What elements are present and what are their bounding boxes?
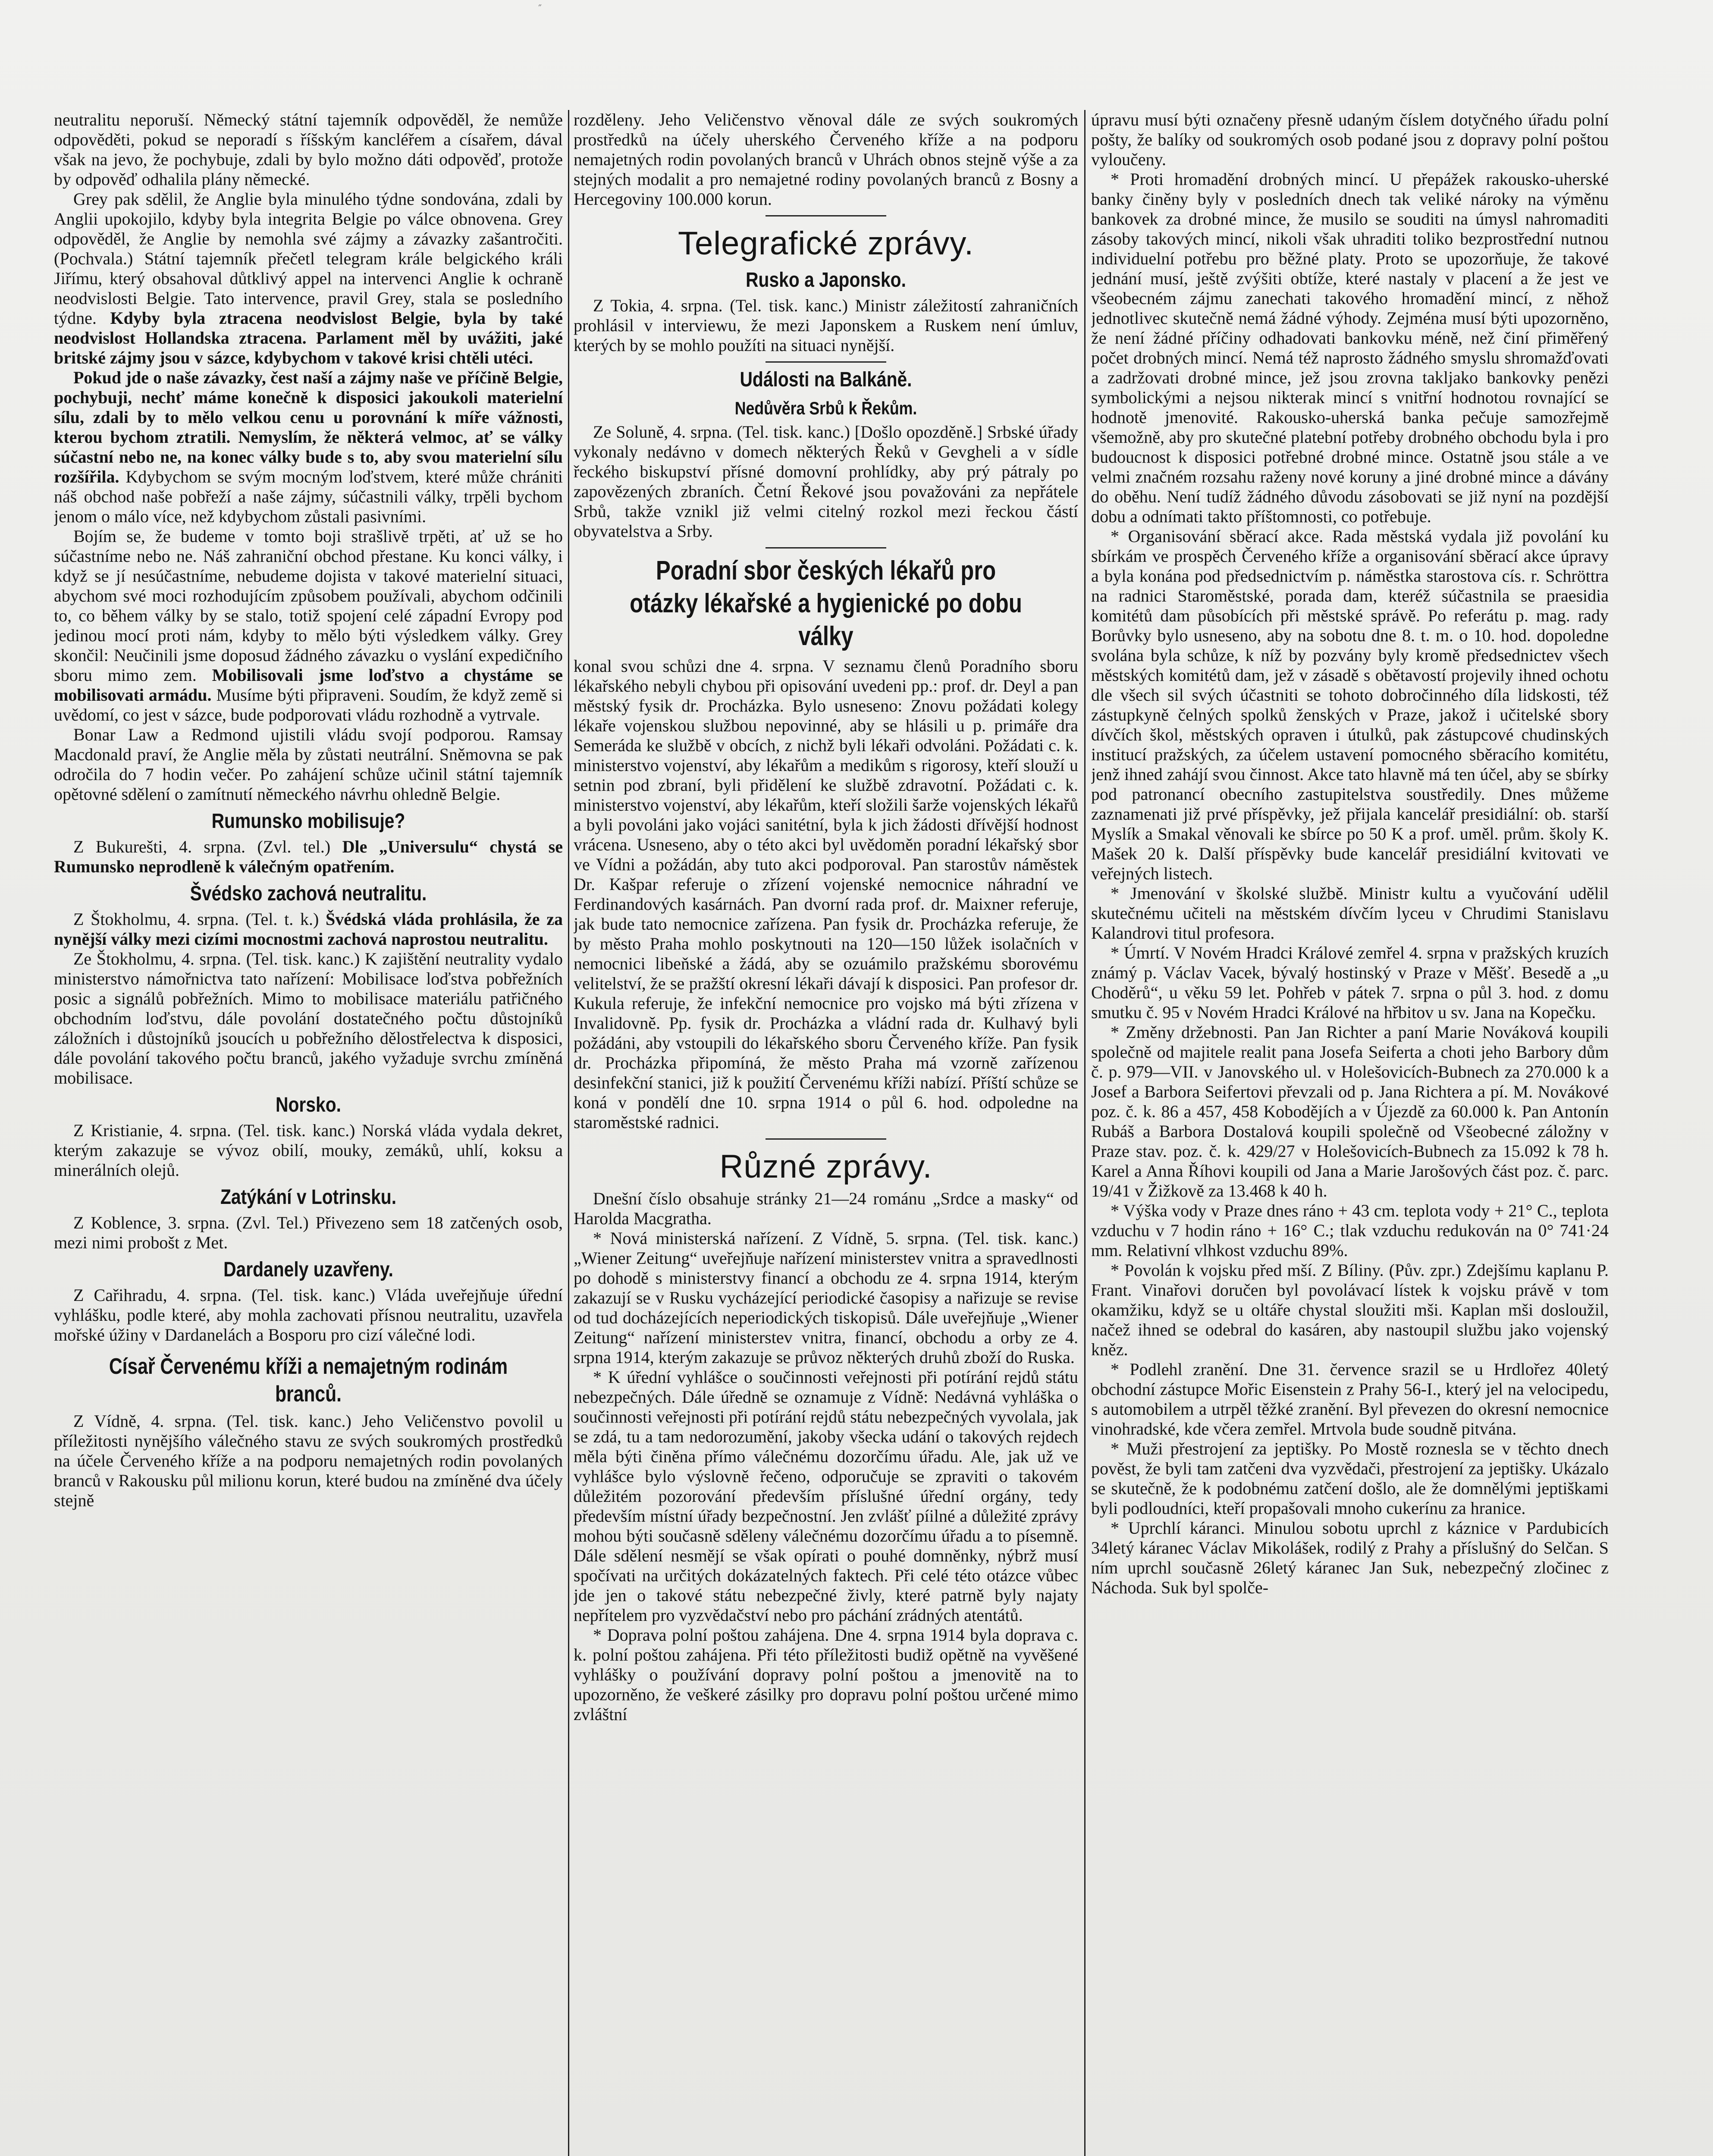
article-paragraph: rozděleny. Jeho Veličenstvo věnoval dále ze svých soukromých prostředků na účely uherského Červeného kříže a na podporu nemajetných rodin povolaných branců v Uhrách obnos stejně výše a za stejných modalit a pro nemajetné rodiny povolaných branců z Bosny a Hercegoviny 100.000 korun.: [574, 110, 1078, 209]
headline-balkan: Události na Balkáně.: [740, 368, 912, 391]
news-item: * Doprava polní poštou zahájena. Dne 4. srpna 1914 byla doprava c. k. polní poštou zahájena. Při této příležitosti budiž opětně na vyvěšené vyhlášky o používání dopravy polní poštou a jmenovitě na to upozorněno, že veškeré zásilky pro dopravu polní poštou určené mimo zvláštní: [574, 1625, 1078, 1724]
article-paragraph: Z Tokia, 4. srpna. (Tel. tisk. kanc.) Ministr záležitostí zahraničních prohlásil v interviewu, že mezi Japonskem a Ruskem není úmluv, kterých by se mohlo použíti na situaci nynější.: [574, 296, 1078, 355]
article-bold-text: Švédská vláda prohlásila, že za nynější války mezi cizími mocnostmi zachová naprostou neutralitu.: [54, 909, 563, 949]
news-item: * K úřední vyhlášce o součinnosti veřejnosti při potírání rejdů státu nebezpečných. Dále úředně se oznamuje z Vídně: Nedávná vyhláška o součinnosti veřejnosti při potírání rejdů státu nebezpečných vyvolala, jak se zdá, tu a tam nedorozumění, jakoby všecka udání o takových rejdech měla býti činěna přímo válečnému dozorčímu úřadu. Ale, jak už ve vyhlášce bylo výslovně řečeno, odporučuje se zpraviti o takovém důležitém pozorování především příslušné úřední orgány, tedy především místní úřady bezpečnostní. Jen zvlášť píilné a důležité zprávy mohou býti současně sděleny válečnému dozorčímu úřadu a to písemně. Dále sdělení nesmějí se však opírati o pouhé domněnky, nýbrž musí spočívati na určitých dokázatelných faktech. Při celé této otázce vůbec jde jen o takové státu nebezpečné živly, které patrně byly najaty nepřítelem pro vyzvědačství nebo pro páchání zrádných atentátů.: [574, 1367, 1078, 1625]
article-paragraph: [54, 837, 563, 877]
news-item: * Jmenování v školské službě. Ministr kultu a vyučování udělil skutečnému učiteli na městském dívčím lyceu v Chrudimi Stanislavu Kalandrovi titul profesora.: [1091, 884, 1609, 943]
article-bold-text: Dle „Universulu“ chystá se Rumunsko neprodleně k válečným opatřením.: [54, 837, 563, 876]
headline-dardanely: Dardanely uzavřeny.: [223, 1258, 393, 1281]
article-text: Bojím se, že budeme v tomto boji strašlivě trpěti, ať už se ho súčastníme nebo ne. Náš zahraniční obchod přestane. Ku konci války, i když se jí nesúčastníme, nebudeme dojista v takové materielní situaci, abychom své moci rozhodujícím způsobem používali, abychom odčinili to, co během války by se stalo, totiž spojení celé západní Evropy pod jedinou mocí proti nám, kdyby to mělo býti výsledkem války. Grey skončil: Neučinili jsme doposud žádného závazku o vyslání expedičního sboru mimo zem.: [54, 526, 563, 685]
section-divider: [766, 547, 886, 548]
article-paragraph: [54, 909, 563, 949]
news-item: * Uprchlí káranci. Minulou sobotu uprchl z káznice v Pardubicích 34letý káranec Václav Mikolášek, rodilý z Prahy a příslušný do Selčan. S ním uprchl současně 26letý káranec Jan Suk, nebezpečný zločinec z Náchoda. Suk byl spolče-: [1091, 1518, 1609, 1597]
subheadline-neduvera: Nedůvěra Srbů k Řekům.: [734, 398, 917, 418]
headline-svedsko: Švédsko zachová neutralitu.: [190, 882, 427, 905]
news-item: * Nová ministerská nařízení. Z Vídně, 5. srpna. (Tel. tisk. kanc.) „Wiener Zeitung“ uveřejňuje nařízení ministerstev vnitra a spravedlnosti po dohodě s ministerstvy financí a obchodu ze 4. srpna 1914, kterým zakazují se v Rusku vycházející periodické časopisy a nařizuje se revise od tud docházejících neperiodických tiskopisů. Dále uveřejňuje „Wiener Zeitung“ nařízení ministerstev vnitra, financí, obchodu a orby ze 4. srpna 1914, kterým zakazuje se průvoz některých druhů zboží do Ruska.: [574, 1228, 1078, 1367]
news-item: * Povolán k vojsku před mší. Z Bíliny. (Pův. zpr.) Zdejšímu kaplanu P. Frant. Vinařovi doručen byl povolávací lístek k vojsku právě v tom okamžiku, když se u oltáře chystal sloužiti mši. Kaplan mši dosloužil, načež ihned se odebral do kasáren, aby nastoupil službu jako vojenský kněz.: [1091, 1260, 1609, 1359]
headline-poradni-sbor: Poradní sbor českých lékařů pro otázky lékařské a hygienické po dobu války: [630, 556, 1022, 651]
article-paragraph: [54, 526, 563, 725]
headline-norsko: Norsko.: [276, 1094, 341, 1116]
column-rule: [568, 110, 569, 2156]
news-item: * Podlehl zranění. Dne 31. července srazil se u Hrdlořez 40letý obchodní zástupce Mořic Eisenstein z Prahy 56-I., který jel na velocipedu, s automobilem a utrpěl těžké zranění. Byl převezen do okresní nemocnice vinohradské, kde včera zemřel. Mrtvola bude soudně pitvána.: [1091, 1360, 1609, 1438]
article-text: Grey pak sdělil, že Anglie byla minulého týdne sondována, zdali by Anglii upokojilo, kdyby byla integrita Belgie po válce obnovena. Grey odpověděl, že Anglie by nemohla své zájmy a závazky zašantročiti. (Pochvala.) Státní tajemník přečetl telegram krále belgického králi Jiřímu, který obsahoval důtklivý appel na intervenci Anglie k ochraně neodvislosti Belgie. Tato intervence, pravil Grey, stala se posledního týdne.: [54, 189, 563, 328]
article-bold-text: Mobilisovali jsme loďstvo a chystáme se mobilisovati armádu.: [54, 665, 563, 705]
section-title-ruzne: Různé zprávy.: [719, 1148, 932, 1185]
article-paragraph: Z Koblence, 3. srpna. (Zvl. Tel.) Přivezeno sem 18 zatčených osob, mezi nimi probošt z Met.: [54, 1213, 563, 1252]
column-rule: [1084, 110, 1086, 2156]
article-paragraph: [54, 368, 563, 526]
section-divider: [766, 361, 886, 363]
article-paragraph: Z Kristianie, 4. srpna. (Tel. tisk. kanc.) Norská vláda vydala dekret, kterým zakazuje se vývoz obilí, mouky, zemáků, uhlí, koksu a minerálních olejů.: [54, 1121, 563, 1180]
article-paragraph: [54, 189, 563, 368]
news-item: * Výška vody v Praze dnes ráno + 43 cm. teplota vody + 21° C., teplota vzduchu v 7 hodin ráno + 16° C.; tlak vzduchu redukován na 0° 741·24 mm. Relativní vlhkost vzduchu 89%.: [1091, 1201, 1609, 1260]
article-text: Musíme býti připraveni. Soudím, že když země si uvědomí, co jest v sázce, bude podporovati vládu rozhodně a vytrvale.: [54, 685, 563, 724]
article-paragraph: Bonar Law a Redmond ujistili vládu svojí podporou. Ramsay Macdonald praví, že Anglie měla by zůstati neutrální. Sněmovna se pak odročila do 7 hodin večer. Po zahájení schůze učinil státní tajemník opětovné sdělení o zamítnutí německého návrhu ohledně Belgie.: [54, 725, 563, 804]
news-item: * Úmrtí. V Novém Hradci Králové zemřel 4. srpna v pražských kruzích známý p. Václav Vacek, bývalý hostinský v Praze v Měšť. Besedě a „u Choděrů“, u věku 59 let. Pohřeb v pátek 7. srpna o půl 3. hod. z domu smutku č. 95 v Novém Hradci Králové na hřbitov u sv. Jana na Kopečku.: [1091, 943, 1609, 1022]
column-3: [1091, 110, 1609, 2156]
article-paragraph: konal svou schůzi dne 4. srpna. V seznamu členů Poradního sboru lékařského nebyli chybou při opisování uvedeni pp.: prof. dr. Deyl a pan městský fysik dr. Procházka. Bylo usneseno: Znovu požádati kolegy lékaře vojenskou službou nepovinné, aby se hlásili u p. primáře dra Semeráda ke službě v obcích, z nichž byli lékaři odvoláni. Požádati c. k. ministerstvo vojenství, aby lékařům a medikům s rigorosy, kteří slouží u setnin pod zbraní, byli přidělení ke službě zdravotní. Požádati c. k. ministerstvo vojenství, aby lékařům, kteří složili šarže vojenských lékařů a byli povoláni jako vojáci sanitétní, byla k jich žádosti dřívější hodnost vrácena. Usneseno, aby o této akci byl uvědoměn poradní lékařský sbor ve Vídni a požádán, aby tuto akci podporoval. Pan starostův náměstek Dr. Kašpar referuje o zřízení vojenské nemocnice náhradní ve Ferdinandových kasárnách. Pan dvorní rada prof. dr. Maixner referuje, jak bude tato nemocnice zařízena. Pan fysik dr. Procházka referuje, že by město Praha mohlo poskytnouti na 120—150 lůžek isolačních v nemocnici libeňské a žádá, aby se ozuámilo pražskému sborovému velitelství, že se pražští okresní lékaři dávají k disposici. Pan profesor dr. Kukula referuje, že infekční nemocnice pro vojsko má býti zřízena v Invalidovně. Pp. fysik dr. Procházka a vládní rada dr. Kulhavý byli požádáni, aby vstoupili do lékařského sboru Červeného kříže. Pan fysik dr. Procházka připomíná, že město Praha má vzorně zařízenou desinfekční stanici, již k použití Červenému kříži nabízí. Příští schůze se koná v pondělí dne 10. srpna 1914 o půl 6. hod. odpoledne na staroměstské radnici.: [574, 656, 1078, 1132]
news-item: * Proti hromadění drobných mincí. U přepážek rakousko-uherské banky činěny byly v posledních dnech tak veliké nároky na výměnu bankovek za drobné mince, že musilo se souditi na úmysl nahromaditi zásoby takových mincí, nikoli však uhraditi toliko bezprostřední nutnou individuelní potřebu pro běžné platy. Proto se upozorňuje, že takové jednání musí, ještě zvýšiti obtíže, které nastaly v placení a že jest ve všeobecném zájmu zanechati takového hromadění mincí, z něhož jednotlivec skutečně nemá žádné výhody. Zejména musí býti upozorněno, že není žádné příčiny odhadovati bankovku méně, než činí přiměřený počet drobných mincí. Nemá též naprosto žádného smyslu shromažďovati a zadržovati drobné mince, jež jsou zrovna takljako bankovky penězi symbolickými a nejsou nikterak mincí s vnitřní hodnotou rovnající se hodnotě jmenovité. Rakousko-uherská banka pečuje samozřejmě všemožně, aby pro skutečné platební potřeby drobného obchodu byla i pro budoucnost k disposici potřebné drobné mince. Ostatně jsou stále a ve velmi značném rozsahu raženy nové koruny a jiné drobné mince a dávány do oběhu. Není tudíž žádného důvodu zásobovati se již nyní na pozdější dobu a odnímati takto příštomnosti, co potřebuje.: [1091, 169, 1609, 526]
article-bold-text: Kdyby byla ztracena neodvislost Belgie, byla by také neodvislost Hollandska ztracena. Parlament měl by uvážiti, jaké britské zájmy jsou v sázce, kdybychom v takové krisi chtěli utéci.: [54, 308, 563, 367]
article-paragraph: Ze Soluně, 4. srpna. (Tel. tisk. kanc.) [Došlo opozděně.] Srbské úřady vykonaly nedávno v domech některých Řeků v Gevgheli a v sídle řeckého biskupství přísné domovní prohlídky, aby prý pátraly po zapovězených zbraních. Četní Řekové jsou považováni za nepřátele Srbů, takže vznikl již velmi citelný rozkol mezi řeckou částí obyvatelstva a Srby.: [574, 422, 1078, 541]
article-paragraph: Ze Štokholmu, 4. srpna. (Tel. tisk. kanc.) K zajištění neutrality vydalo ministerstvo námořnictva tato nařízení: Mobilisace loďstva pobřežních posic a signálů pobřežních. Mimo to mobilisace materiálu patřičného obchodním loďstvu, dále povolání dostatečného počtu důstojníků záložních i důstojníků jsoucích u pobřežního dělostřelectva k disposici, dále povolání takového počtu branců, jakého vyžaduje svrchu zmíněná mobilisace.: [54, 949, 563, 1087]
headline-rusko: Rusko a Japonsko.: [746, 269, 906, 291]
article-bold-text: Pokud jde o naše závazky, čest naší a zájmy naše ve příčině Belgie, pochybuji, nechť máme konečně k disposici jakoukoli materielní sílu, zdali by to mělo velkou cenu u porovnání k míře vážnosti, kterou bychom ztratili. Nemyslím, že některá velmoc, ať se války súčastní nebo ne, na konec války bude s to, aby svou materielní sílu rozšířila.: [54, 368, 563, 486]
headline-cisar: Císař Červenému kříži a nemajetným rodinám branců.: [109, 1354, 508, 1407]
print-speck: ″: [538, 3, 542, 14]
article-paragraph: Z Cařihradu, 4. srpna. (Tel. tisk. kanc.) Vláda uveřejňuje úřední vyhlášku, podle které, aby mohla zachovati přísnou neutralitu, uzavřela mořské úžiny v Dardanelách a Bosporu pro cizí válečné lodi.: [54, 1285, 563, 1344]
dateline: Z Bukurešti, 4. srpna. (Zvl. tel.): [73, 837, 331, 856]
section-divider: [766, 1138, 886, 1140]
article-paragraph: neutralitu neporuší. Německý státní tajemník odpověděl, že nemůže odpověděti, pokud se neporadí s říšským kancléřem a císařem, dával však na jevo, že pochybuje, zdali by bylo možno dáti odpověď, protože by odpověď odhalila plány německé.: [54, 110, 563, 189]
article-paragraph: úpravu musí býti označeny přesně udaným číslem dotyčného úřadu polní pošty, že balíky od soukromých osob podané jsou z dopravy polní poštou vyloučeny.: [1091, 110, 1609, 169]
news-item: * Organisování sběrací akce. Rada městská vydala již povolání ku sbírkám ve prospěch Červeného kříže a organisování sběrací akce úpravy a byla konána pod předsednictvím p. náměstka starostova cís. r. Schröttra na radnici Staroměstské, porada dam, kteréž súčastnila se praesidia komitétů dam působících při městské správě. Po referátu p. mag. rady Borůvky bylo usneseno, aby na sobotu dne 8. t. m. o 10. hod. dopoledne svolána byla schůze, k níž by pozvány byly kromě předsednictev všech městských komitétů dam, jež v zásadě s obětavostí projevily ihned ochotu dle všech sil svých účastniti se tohoto dobročinného díla lidskosti, též zástupkyně čelných spolků ženských v Praze, jakož i učitelské sbory dívčích škol, městských opraven i útulků, pak zástupcové chudinských institucí pražských, za účelem ustavení pomocného sběracího komitétu, jenž ihned zahájí svou činnost. Akce tato hlavně má ten účel, aby se sbírky pod patronancí obecního zastupitelstva soustředily. Dnes můžeme zaznamenati již prvé příspěvky, jež přijala kancelář presidiální: ob. starší Myslík a Smakal věnovali ke sbírce po 50 K a prof. uměl. prům. školy K. Mašek 20 k. Další příspěvky bude kancelář presidiální kvitovati ve veřejných listech.: [1091, 526, 1609, 883]
article-paragraph: Z Vídně, 4. srpna. (Tel. tisk. kanc.) Jeho Veličenstvo povolil u příležitosti nynějšího válečného stavu ze svých soukromých prostředků na účele Červeného kříže a na podporu nemajetných rodin povolaných branců v Rakousku půl milionu korun, které budou na zmíněné dva účely stejně: [54, 1411, 563, 1510]
section-title-telegraficke: Telegrafické zprávy.: [678, 225, 974, 262]
article-paragraph: Dnešní číslo obsahuje stránky 21—24 románu „Srdce a masky“ od Harolda Macgratha.: [574, 1189, 1078, 1228]
dateline: Z Štokholmu, 4. srpna. (Tel. t. k.): [73, 909, 319, 929]
headline-rumunsko: Rumunsko mobilisuje?: [211, 810, 405, 833]
column-2: [574, 110, 1078, 2156]
section-divider: [766, 215, 886, 216]
article-text: Kdybychom se svým mocným loďstvem, které může chrániti náš obchod naše pobřeží a naše zájmy, súčastnili války, trpěli bychom jenom o málo více, než kdybychom zůstali pasivními.: [54, 467, 563, 526]
news-item: * Muži přestrojení za jeptišky. Po Mostě roznesla se v těchto dnech pověst, že byli tam zatčeni dva vyzvědači, přestrojení za jeptišky. Ukázalo se skutečně, že k podobnému zatčení došlo, ale že domnělými jeptiškami byli podloudníci, kteří propašovali mnoho cukerínu za hranice.: [1091, 1439, 1609, 1518]
column-1: [54, 110, 563, 2156]
headline-zatykani: Zatýkání v Lotrinsku.: [220, 1186, 397, 1209]
news-item: * Změny držebnosti. Pan Jan Richter a paní Marie Nováková koupili společně od majitele realit pana Josefa Seiferta a choti jeho Barbory dům č. p. 979—VII. v Janovského ul. v Holešovicích-Bubnech za 270.000 k a Josef a Barbora Seifertovi převzali od p. Jana Richtera a pí. M. Novákové poz. č. k. 86 a 457, 458 Kobodějích a v Újezdě za 60.000 k. Pan Antonín Rubáš a Barbora Dostalová koupili společně od Všeobecné záložny v Praze stav. poz. č. k. 429/27 v Holešovicích-Bubnech za 15.092 k 78 h. Karel a Anna Říhovi koupili od Jana a Marie Jarošových část poz. č. parc. 19/41 v Žižkově za 13.468 k 40 h.: [1091, 1022, 1609, 1200]
